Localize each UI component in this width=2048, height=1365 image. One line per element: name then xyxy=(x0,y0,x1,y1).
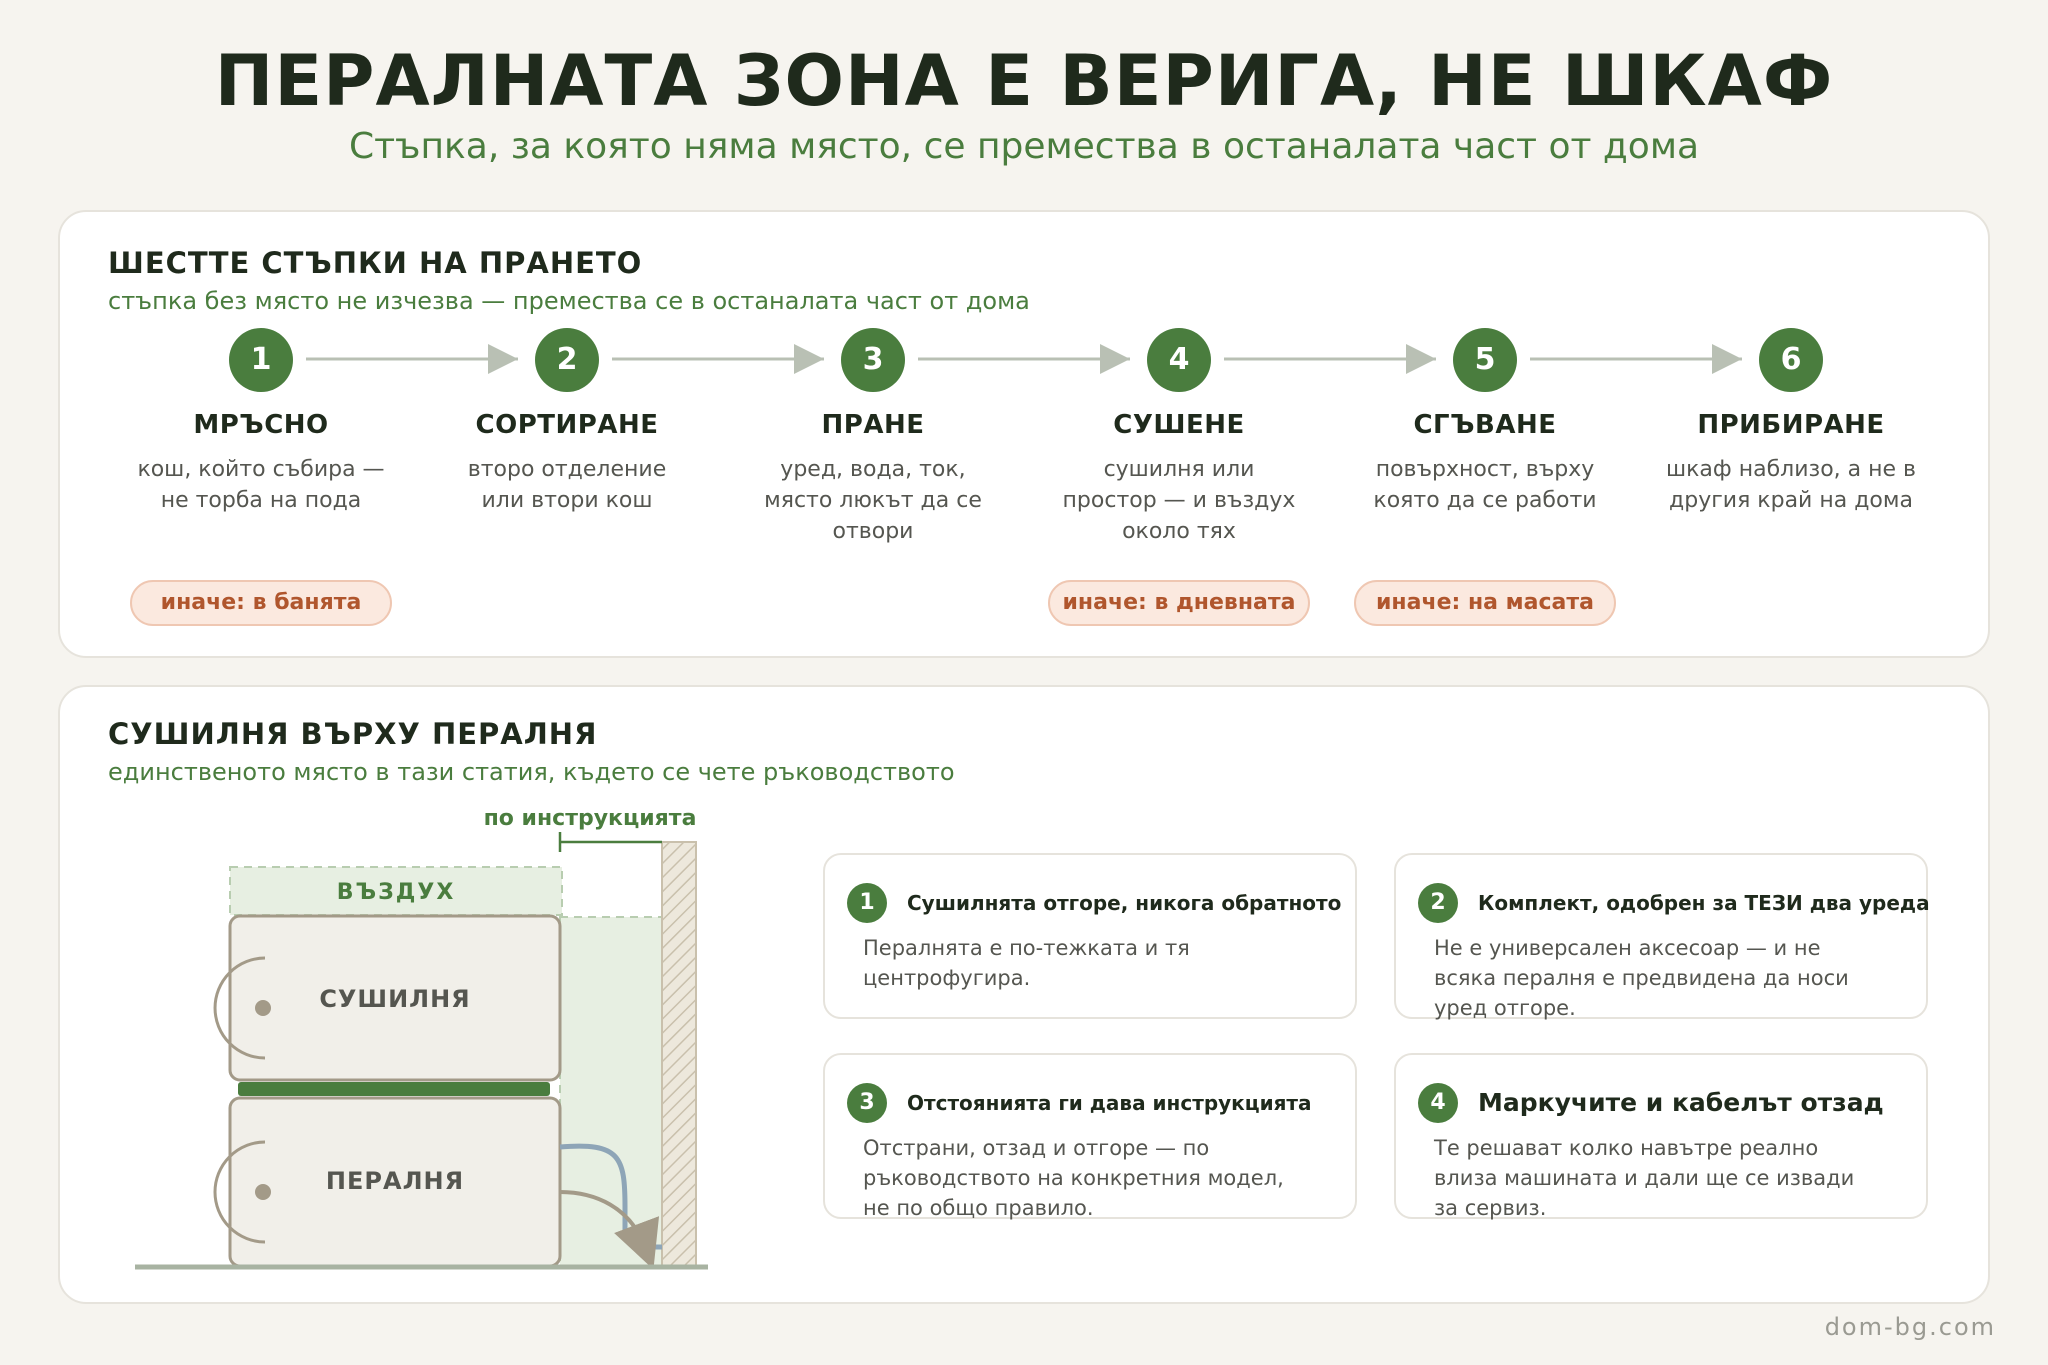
step-name: СОРТИРАНЕ xyxy=(475,410,659,440)
stack-subtitle: единственото място в тази статия, където се чете ръководството xyxy=(108,758,955,786)
note-number: 2 xyxy=(1418,883,1458,923)
note-number: 3 xyxy=(847,1083,887,1123)
step-name: СУШЕНЕ xyxy=(1113,410,1245,440)
note-clearances xyxy=(823,1053,1357,1219)
stack-card xyxy=(58,685,1990,1304)
step-folding xyxy=(1335,328,1635,516)
step-name: ПРИБИРАНЕ xyxy=(1697,410,1885,440)
note-approved-kit xyxy=(1394,853,1928,1019)
clearance-zone xyxy=(560,917,662,1267)
page-title: ПЕРАЛНАТА ЗОНА Е ВЕРИГА, НЕ ШКАФ xyxy=(214,40,1834,122)
note-number: 1 xyxy=(847,883,887,923)
otherwise-badge-bathroom: иначе: в банята xyxy=(130,580,392,626)
step-number: 6 xyxy=(1759,328,1823,392)
step-number: 1 xyxy=(229,328,293,392)
note-title: Отстоянията ги дава инструкцията xyxy=(907,1091,1312,1115)
step-washing xyxy=(723,328,1023,547)
step-name: СГЪВАНЕ xyxy=(1413,410,1557,440)
note-number: 4 xyxy=(1418,1083,1458,1123)
note-dryer-on-top xyxy=(823,853,1357,1019)
note-title: Сушилнята отгоре, никога обратното xyxy=(907,891,1342,915)
step-number: 3 xyxy=(841,328,905,392)
step-number: 4 xyxy=(1147,328,1211,392)
step-desc: кош, който събира — не торба на пода xyxy=(137,457,385,513)
steps-card xyxy=(58,210,1990,658)
step-sorting xyxy=(417,328,717,516)
site-url: dom-bg.com xyxy=(1824,1313,1996,1341)
note-title: Комплект, одобрен за ТЕЗИ два уреда xyxy=(1478,891,1930,915)
step-desc: второ отделение или втори кош xyxy=(467,457,667,513)
steps-title: ШЕСТТЕ СТЪПКИ НА ПРАНЕТО xyxy=(108,246,643,280)
note-hoses-cable xyxy=(1394,1053,1928,1219)
stacking-kit xyxy=(238,1082,550,1096)
step-number: 2 xyxy=(535,328,599,392)
step-desc: уред, вода, ток, място люкът да се отвори xyxy=(764,457,982,544)
otherwise-badge-living-room: иначе: в дневната xyxy=(1048,580,1310,626)
step-drying xyxy=(1029,328,1329,547)
otherwise-badge-table: иначе: на масата xyxy=(1354,580,1616,626)
wall xyxy=(662,842,696,1266)
air-label: ВЪЗДУХ xyxy=(336,880,456,905)
note-text: Отстрани, отзад и отгоре — по ръководството на конкретния модел, не по общо правило. xyxy=(863,1136,1284,1220)
page-subtitle: Стъпка, за която няма място, се премества в останалата част от дома xyxy=(348,126,1700,167)
note-title: Маркучите и кабелът отзад xyxy=(1478,1088,1884,1117)
step-name: ПРАНЕ xyxy=(821,410,925,440)
step-name: МРЪСНО xyxy=(193,410,329,440)
stack-title: СУШИЛНЯ ВЪРХУ ПЕРАЛНЯ xyxy=(108,717,598,751)
note-text: Не е универсален аксесоар — и не всяка пералня е предвидена да носи уред отгоре. xyxy=(1434,936,1849,1020)
step-desc: повърхност, върху която да се работи xyxy=(1373,457,1597,513)
steps-subtitle: стъпка без място не изчезва — премества се в останалата част от дома xyxy=(108,287,1030,315)
step-desc: сушилня или простор — и въздух около тях xyxy=(1062,457,1296,544)
washer-label: ПЕРАЛНЯ xyxy=(325,1167,465,1195)
dryer-label: СУШИЛНЯ xyxy=(319,985,471,1013)
note-text: Пералнята е по-тежката и тя центрофугира. xyxy=(863,936,1190,990)
stack-diagram xyxy=(60,687,780,1306)
clearance-label: по инструкцията xyxy=(483,806,697,831)
step-number: 5 xyxy=(1453,328,1517,392)
step-desc: шкаф наблизо, а не в другия край на дома xyxy=(1666,457,1916,513)
step-dirty xyxy=(111,328,411,516)
note-text: Те решават колко навътре реално влиза машината и дали ще се извади за сервиз. xyxy=(1434,1136,1855,1220)
step-storing xyxy=(1641,328,1941,516)
